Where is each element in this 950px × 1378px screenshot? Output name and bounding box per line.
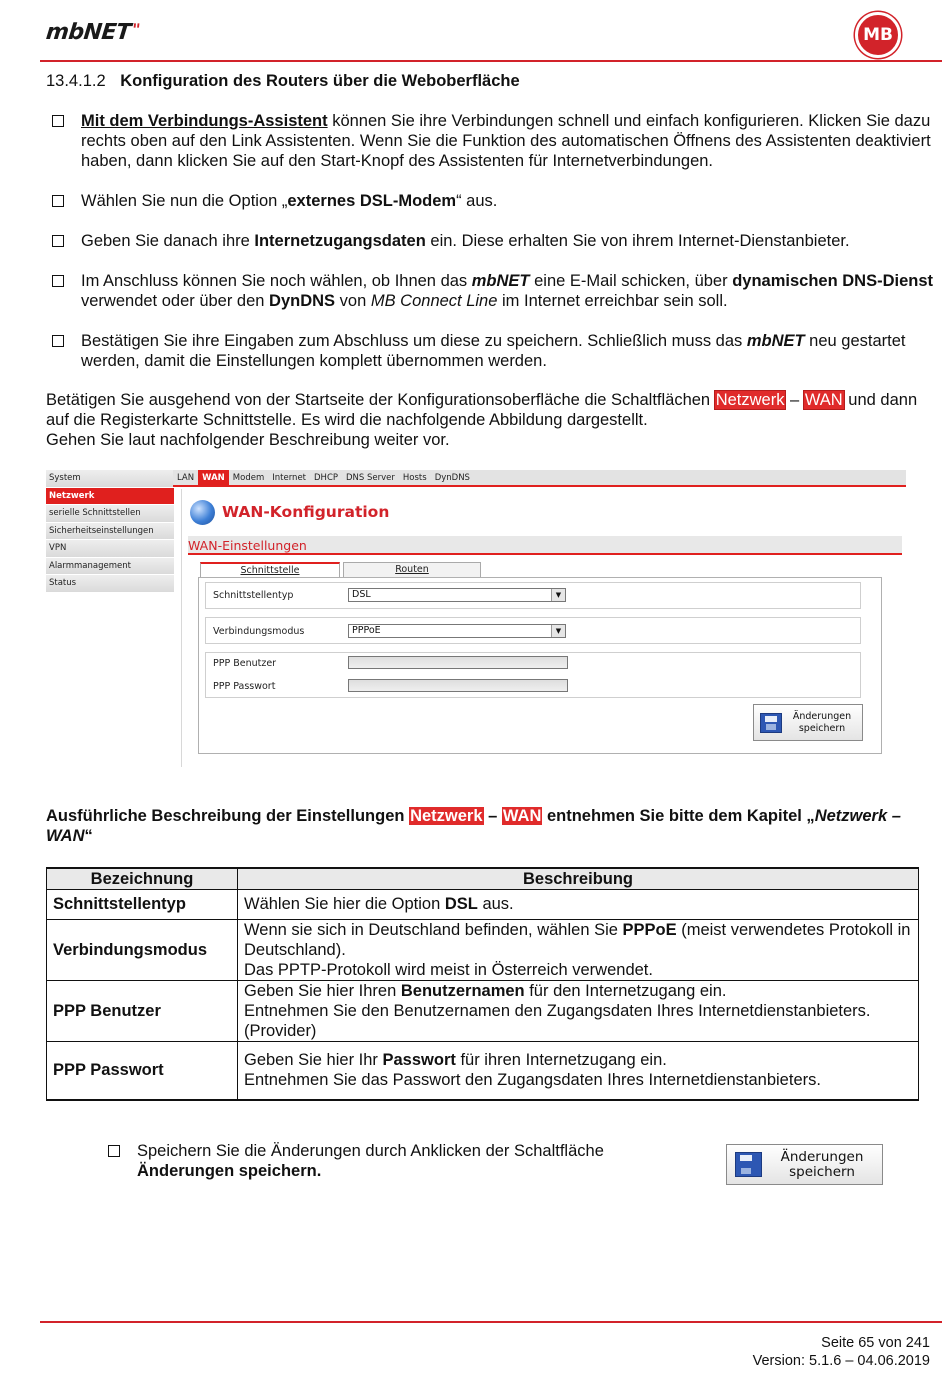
globe-icon (190, 500, 215, 525)
mb-badge-logo: MB (855, 12, 901, 58)
save-instruction-text: Speichern Sie die Änderungen durch Anklicken der Schaltfläche Änderungen speichern. (137, 1142, 604, 1180)
connection-mode-select[interactable] (348, 624, 566, 638)
chevron-down-icon: ▼ (551, 589, 565, 601)
sidebar-item-security[interactable]: Sicherheitseinstellungen (46, 523, 174, 541)
row-description: Geben Sie hier Ihren Benutzernamen für den Internetzugang ein. Entnehmen Sie den Benutzernamen den Zugangsdaten Ihres Internetdienstanbieters. (Provider) (238, 980, 919, 1041)
sidebar-item-alarm[interactable]: Alarmmanagement (46, 558, 174, 576)
tab-modem[interactable]: Modem (232, 473, 265, 483)
section-title-text: Konfiguration des Routers über die Weboberfläche (120, 72, 520, 90)
header-bezeichnung: Bezeichnung (47, 868, 238, 889)
floppy-disk-icon (760, 713, 782, 733)
tab-routen[interactable]: Routen (343, 562, 481, 578)
list-item (52, 111, 937, 171)
tab-internet[interactable]: Internet (272, 473, 307, 483)
page-number: Seite 65 von 241 (821, 1335, 930, 1351)
connection-mode-label: Verbindungsmodus (213, 626, 305, 637)
sidebar-item-system[interactable]: System (46, 470, 174, 488)
checkbox-bullet-icon (52, 235, 64, 247)
header-rule (40, 60, 942, 62)
checkbox-bullet-icon (108, 1145, 120, 1157)
save-instruction (108, 1141, 668, 1181)
checkbox-bullet-icon (52, 335, 64, 347)
ppp-user-label: PPP Benutzer (213, 658, 277, 669)
tab-schnittstelle[interactable]: Schnittstelle (200, 562, 340, 578)
list-item-text: Bestätigen Sie ihre Eingaben zum Abschluss um diese zu speichern. Schließlich muss das mbNET neu gestartet werden, damit die Einstellungen komplett übernommen werden. (81, 332, 906, 370)
tab-dyndns[interactable]: DynDNS (434, 473, 470, 483)
list-item (52, 231, 937, 251)
tab-wan[interactable]: WAN (198, 470, 229, 487)
table-row (47, 1041, 919, 1100)
form-row-interface-type (205, 582, 861, 609)
content-divider (181, 489, 182, 767)
form-row-ppp-credentials (205, 652, 861, 698)
interface-type-value: DSL (352, 589, 371, 600)
tab-hosts[interactable]: Hosts (402, 473, 427, 483)
ppp-password-label: PPP Passwort (213, 681, 276, 692)
list-item-text: Geben Sie danach ihre Internetzugangsdaten ein. Diese erhalten Sie von ihrem Internet-Dienstanbieter. (81, 232, 850, 250)
instruction-list (52, 111, 937, 391)
wan-config-screenshot (46, 470, 906, 768)
sidebar-item-status[interactable]: Status (46, 575, 174, 593)
section-title (46, 72, 520, 91)
wan-config-title: WAN-Konfiguration (222, 503, 390, 521)
table-row (47, 980, 919, 1041)
list-item (52, 271, 937, 311)
row-name: Schnittstellentyp (47, 889, 238, 919)
mbnet-logo (45, 20, 141, 45)
tab-dhcp[interactable]: DHCP (314, 473, 339, 483)
checkbox-bullet-icon (52, 195, 64, 207)
form-row-connection-mode (205, 617, 861, 644)
sidebar-item-netzwerk[interactable]: Netzwerk (46, 488, 174, 506)
table-header-row (47, 868, 919, 889)
list-item (52, 191, 937, 211)
footer-rule (40, 1321, 942, 1323)
screenshot-sidebar (46, 470, 174, 593)
header-beschreibung: Beschreibung (238, 868, 919, 889)
interface-panel (198, 577, 882, 754)
row-name: Verbindungsmodus (47, 919, 238, 980)
list-item-text: Mit dem Verbindungs-Assistent können Sie ihre Verbindungen schnell und einfach konfigurieren. Klicken Sie dazu rechts oben auf den Link Assistenten. Wenn Sie die Funktion des automatischen Öffnens des Assistenten deaktiviert haben, dann klicken Sie auf den Start-Knopf des Assistenten für Internetverbindungen. (81, 112, 931, 170)
row-name: PPP Passwort (47, 1041, 238, 1100)
tab-dns-server[interactable]: DNS Server (346, 473, 395, 483)
sidebar-item-serial[interactable]: serielle Schnittstellen (46, 505, 174, 523)
list-item-text: Wählen Sie nun die Option „externes DSL-Modem“ aus. (81, 192, 498, 210)
details-heading: Ausführliche Beschreibung der Einstellungen Netzwerk – WAN entnehmen Sie bitte dem Kapitel „Netzwerk – WAN“ (46, 807, 901, 845)
chevron-down-icon: ▼ (551, 625, 565, 637)
screenshot-top-nav (173, 470, 906, 487)
connection-mode-value: PPPoE (352, 625, 381, 636)
checkbox-bullet-icon (52, 115, 64, 127)
floppy-disk-icon (735, 1152, 762, 1177)
ppp-password-input[interactable] (348, 679, 568, 692)
interface-type-select[interactable] (348, 588, 566, 602)
document-version: Version: 5.1.6 – 04.06.2019 (752, 1353, 930, 1369)
table-row (47, 889, 919, 919)
interface-type-label: Schnittstellentyp (213, 590, 294, 601)
logo-text: mbNET (44, 20, 132, 45)
save-button-label: Änderungen speichern (780, 1148, 864, 1180)
save-button-label: Änderungen speichern (792, 710, 852, 734)
table-row (47, 919, 919, 980)
logo-mark: " (130, 20, 141, 39)
settings-table (46, 867, 919, 1101)
save-changes-button-large[interactable] (726, 1144, 883, 1185)
list-item (52, 331, 937, 371)
ppp-user-input[interactable] (348, 656, 568, 669)
save-changes-button[interactable] (753, 704, 863, 741)
section-number: 13.4.1.2 (46, 72, 106, 90)
row-description: Geben Sie hier Ihr Passwort für ihren Internetzugang ein. Entnehmen Sie das Passwort den Zugangsdaten Ihres Internetdienstanbieters. (238, 1041, 919, 1100)
intro-paragraph: Betätigen Sie ausgehend von der Startseite der Konfigurationsoberfläche die Schaltflächen Netzwerk – WAN und dann auf die Registerkarte Schnittstelle. Es wird die nachfolgende Abbildung dargestellt. Gehen Sie laut nachfolgender Beschreibung weiter vor. (46, 391, 918, 449)
row-description: Wählen Sie hier die Option DSL aus. (238, 889, 919, 919)
tab-lan[interactable]: LAN (177, 473, 195, 483)
list-item-text: Im Anschluss können Sie noch wählen, ob Ihnen das mbNET eine E-Mail schicken, über dynamischen DNS-Dienst verwendet oder über den DynDNS von MB Connect Line im Internet erreichbar sein soll. (81, 272, 933, 310)
sidebar-item-vpn[interactable]: VPN (46, 540, 174, 558)
wan-settings-subtitle: WAN-Einstellungen (188, 536, 902, 555)
row-description: Wenn sie sich in Deutschland befinden, wählen Sie PPPoE (meist verwendetes Protokoll in Deutschland). Das PPTP-Protokoll wird meist in Österreich verwendet. (238, 919, 919, 980)
row-name: PPP Benutzer (47, 980, 238, 1041)
checkbox-bullet-icon (52, 275, 64, 287)
page-footer (753, 1334, 930, 1370)
